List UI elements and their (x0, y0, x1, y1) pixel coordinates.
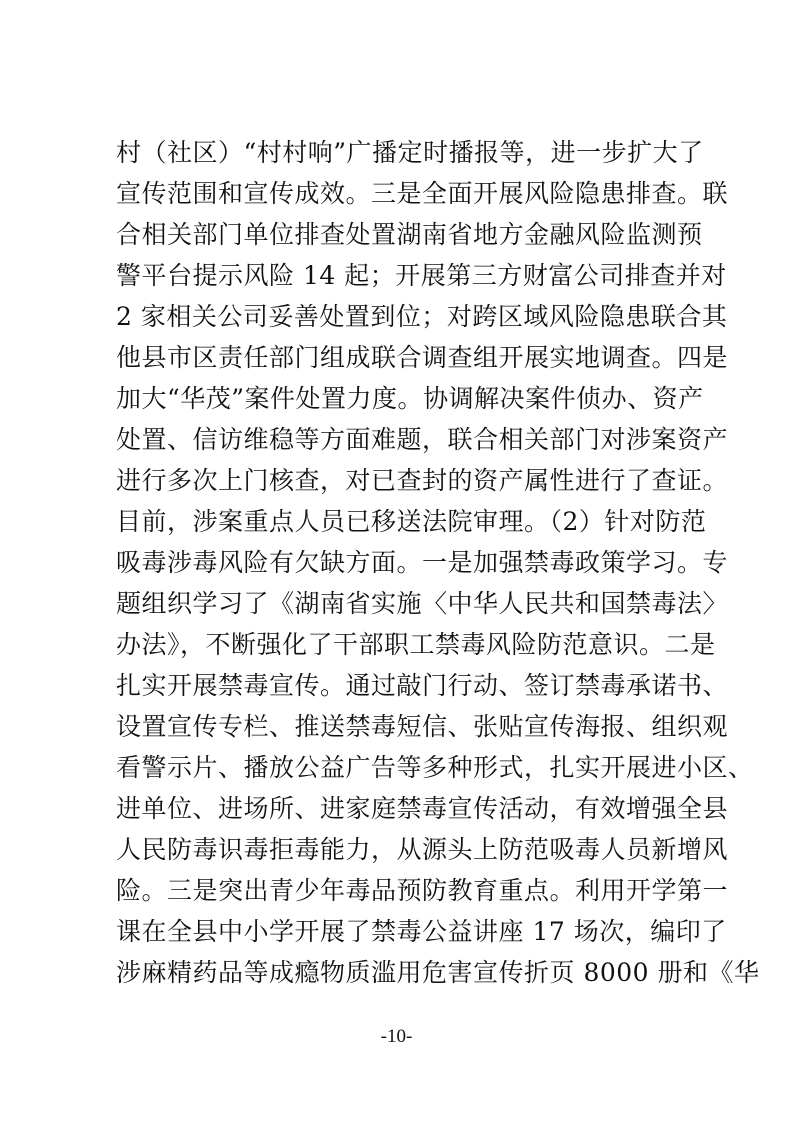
text-line: 进单位、进场所、进家庭禁毒宣传活动，有效增强全县 (116, 794, 729, 823)
text-line: 课在全县中小学开展了禁毒公益讲座 17 场次，编印了 (116, 917, 727, 946)
text-line: 村（社区）“村村响”广播定时播报等，进一步扩大了 (116, 138, 704, 167)
text-line: 目前，涉案重点人员已移送法院审理。（2）针对防范 (116, 507, 707, 536)
text-line: 处置、信访维稳等方面难题，联合相关部门对涉案资产 (116, 425, 729, 454)
text-line: 人民防毒识毒拒毒能力，从源头上防范吸毒人员新增风 (116, 835, 729, 864)
text-line: 涉麻精药品等成瘾物质滥用危害宣传折页 8000 册和《华 (116, 958, 760, 987)
text-line: 设置宣传专栏、推送禁毒短信、张贴宣传海报、组织观 (116, 712, 729, 741)
text-line: 合相关部门单位排查处置湖南省地方金融风险监测预 (116, 220, 703, 249)
text-line: 看警示片、播放公益广告等多种形式，扎实开展进小区、 (116, 753, 754, 782)
text-line: 办法》，不断强化了干部职工禁毒风险防范意识。二是 (116, 630, 716, 659)
text-line: 吸毒涉毒风险有欠缺方面。一是加强禁毒政策学习。专 (116, 548, 729, 577)
text-line: 进行多次上门核查，对已查封的资产属性进行了查证。 (116, 466, 729, 495)
text-line: 宣传范围和宣传成效。三是全面开展风险隐患排查。联 (116, 179, 729, 208)
text-line: 他县市区责任部门组成联合调查组开展实地调查。四是 (116, 343, 729, 372)
text-line: 2 家相关公司妥善处置到位；对跨区域风险隐患联合其 (116, 302, 728, 331)
text-line: 加大“华茂”案件处置力度。协调解决案件侦办、资产 (116, 384, 704, 413)
text-line: 警平台提示风险 14 起；开展第三方财富公司排查并对 (116, 261, 727, 290)
text-line: 扎实开展禁毒宣传。通过敲门行动、签订禁毒承诺书、 (116, 671, 729, 700)
page-number: -10- (380, 1026, 413, 1047)
text-line: 题组织学习了《湖南省实施〈中华人民共和国禁毒法〉 (116, 589, 729, 618)
body-text (116, 132, 760, 993)
text-line: 险。三是突出青少年毒品预防教育重点。利用开学第一 (116, 876, 729, 905)
